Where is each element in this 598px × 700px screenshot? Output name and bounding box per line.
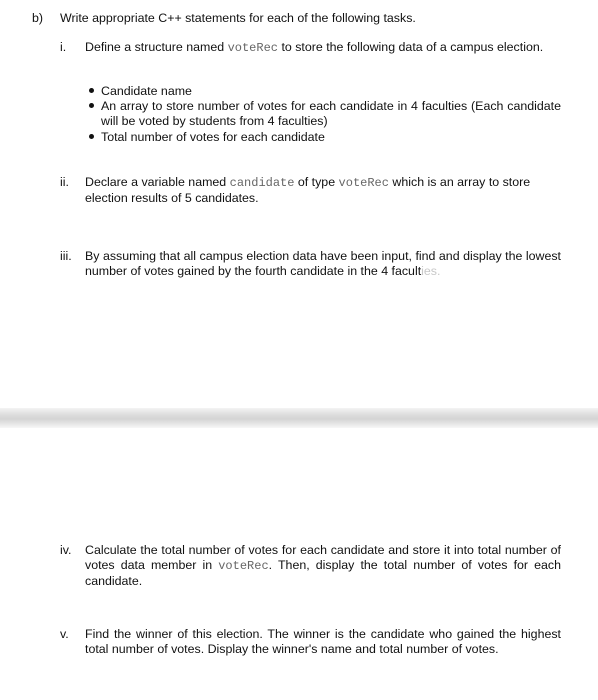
task-ii-code-candidate: candidate <box>229 176 295 190</box>
task-iii-numeral: iii. <box>60 249 72 263</box>
task-iv-text-before: Calculate the total number of votes for each candidate and store it into total number of votes data member in <box>85 543 561 572</box>
task-iii-text-main: By assuming that all campus election data have been input, find and display the lowest number of votes gained by the fourth candidate in the 4 facult <box>85 249 561 278</box>
task-v-text: Find the winner of this election. The winner is the candidate who gained the highest total number of votes. Display the winner's name and total number of votes. <box>85 627 561 656</box>
task-ii-text-after: which is an array to store election results of 5 candidates. <box>85 175 531 205</box>
task-ii-text-middle: of type <box>294 175 339 189</box>
bullet-dot-2 <box>89 103 94 108</box>
task-i-text-before: Define a structure named <box>85 40 228 54</box>
task-iv-code: voteRec <box>218 559 269 573</box>
task-iii-text <box>85 249 561 279</box>
task-iii-text-faded: ies. <box>421 264 441 278</box>
section-label: b) <box>32 11 44 25</box>
bullet-item-1: Candidate name <box>101 84 192 98</box>
bullet-item-3: Total number of votes for each candidate <box>101 130 325 144</box>
task-iv-text-after: . Then, display the total number of votes for each candidate. <box>85 558 561 588</box>
task-iv-text <box>85 543 561 589</box>
page-break-gap <box>0 408 598 428</box>
section-instruction: Write appropriate C++ statements for each of the following tasks. <box>60 11 416 25</box>
task-iv-numeral: iv. <box>60 543 72 557</box>
bullet-dot-1 <box>89 88 94 93</box>
task-ii-text-before: Declare a variable named <box>85 175 230 189</box>
task-ii-numeral: ii. <box>60 175 69 189</box>
task-i-numeral: i. <box>60 40 67 54</box>
task-i-code: voteRec <box>227 41 278 55</box>
task-i-text <box>85 40 561 56</box>
task-ii-text <box>85 175 561 206</box>
bullet-dot-3 <box>89 134 94 139</box>
task-ii-code-voterec: voteRec <box>338 176 389 190</box>
bullet-item-2: An array to store number of votes for each candidate in 4 faculties (Each candidate will be voted by students from 4 faculties) <box>101 99 561 128</box>
task-i-text-after: to store the following data of a campus election. <box>278 40 544 54</box>
task-v-numeral: v. <box>60 627 69 641</box>
